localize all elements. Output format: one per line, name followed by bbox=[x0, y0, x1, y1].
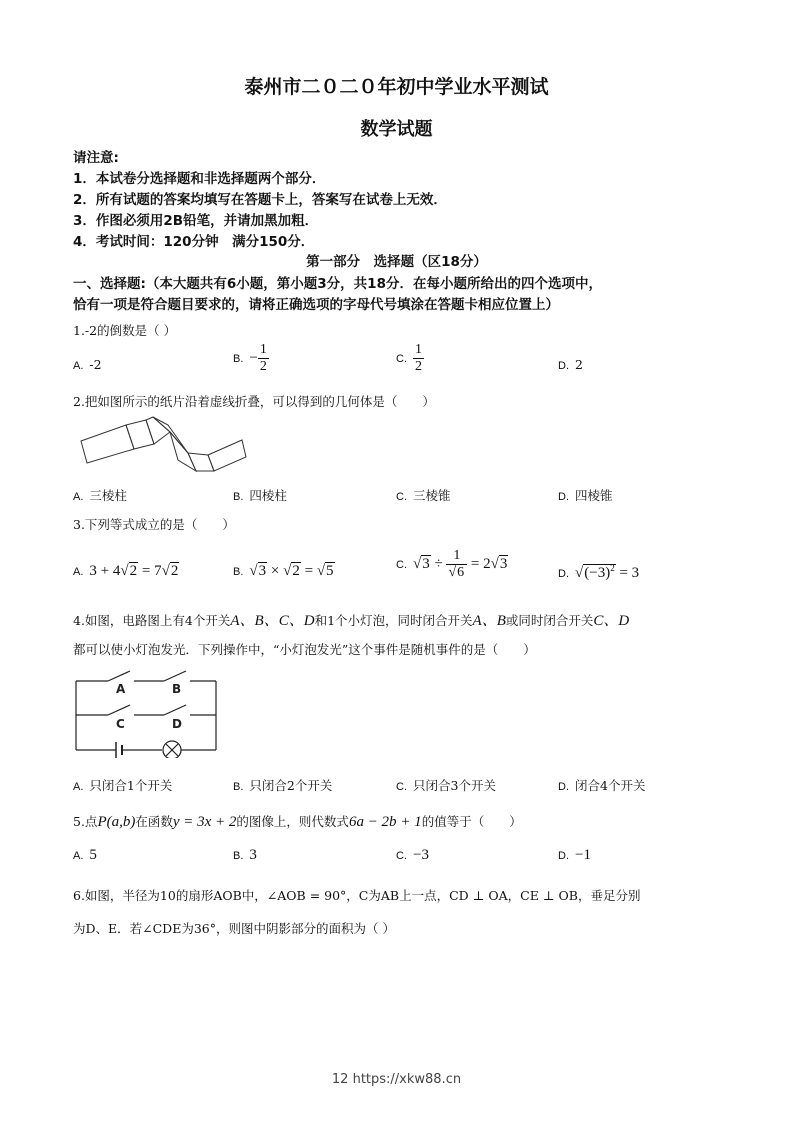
q2-option-b bbox=[233, 486, 287, 504]
radicand-base: (−3) bbox=[584, 565, 611, 581]
option-value: 只闭合2个开关 bbox=[249, 778, 333, 793]
q4-option-a bbox=[73, 776, 172, 794]
text-run: 或同时闭合开关 bbox=[505, 613, 594, 628]
q4-option-d bbox=[558, 776, 645, 794]
option-label: A. bbox=[73, 781, 84, 793]
math-run: C、D bbox=[593, 613, 630, 629]
q4-option-b bbox=[233, 776, 332, 794]
radicand: 2 bbox=[129, 563, 138, 579]
q1-option-b bbox=[233, 342, 269, 375]
option-label: D. bbox=[558, 568, 569, 580]
operator: = 3 bbox=[615, 565, 640, 581]
option-label: B. bbox=[233, 352, 244, 365]
fraction-numerator: 1 bbox=[259, 342, 267, 357]
switch-label-d: D bbox=[172, 717, 182, 731]
radicand: 3 bbox=[499, 556, 508, 572]
question-2-stem: 2.把如图所示的纸片沿着虚线折叠，可以得到的几何体是（ ） bbox=[73, 394, 435, 409]
radicand: 3 bbox=[422, 556, 430, 572]
fraction-denominator: 2 bbox=[259, 359, 267, 374]
option-value: 三棱锥 bbox=[413, 488, 451, 503]
q5-option-c bbox=[396, 847, 429, 864]
math-term: 3 + 4 bbox=[89, 563, 121, 579]
option-value: 闭合4个开关 bbox=[575, 778, 646, 793]
question-6-line1: 6.如图，半径为10的扇形AOB中，∠AOB = 90°，C为AB上一点，CD ⊥ OA，CE ⊥ OB，垂足分别 bbox=[73, 888, 641, 903]
option-value: -2 bbox=[89, 357, 102, 372]
minus-sign: − bbox=[249, 350, 258, 366]
option-value: 四棱锥 bbox=[575, 488, 613, 503]
q3-option-b: B. √3 × √2 = √5 bbox=[233, 563, 334, 579]
q2-option-a bbox=[73, 486, 127, 504]
operator: = 2 bbox=[467, 556, 491, 572]
option-value: −3 bbox=[413, 847, 429, 863]
q1-option-c bbox=[396, 342, 424, 375]
question-1-stem: 1.-2的倒数是（ ） bbox=[73, 323, 177, 338]
q4-option-c bbox=[396, 776, 496, 794]
option-value: 只闭合3个开关 bbox=[413, 778, 496, 793]
fraction-denominator: 2 bbox=[415, 359, 422, 374]
math-run: A、B、C、D bbox=[230, 613, 315, 629]
option-label: D. bbox=[558, 360, 569, 372]
option-label: D. bbox=[558, 781, 569, 793]
math-term: = 7 bbox=[138, 563, 162, 579]
option-label: C. bbox=[396, 850, 407, 862]
circuit-diagram bbox=[72, 668, 222, 758]
radicand: 3 bbox=[258, 563, 267, 579]
notice-item: 3．作图必须用2B铅笔，并请加黑加粗． bbox=[73, 213, 319, 229]
text-run: 的值等于（ ） bbox=[421, 814, 522, 829]
radicand: 2 bbox=[292, 563, 300, 579]
q5-option-b bbox=[233, 847, 257, 864]
math-run: 6a − 2b + 1 bbox=[348, 814, 422, 830]
folding-net-figure bbox=[78, 415, 250, 477]
q2-option-c bbox=[396, 486, 451, 504]
q3-option-c: C. √3 ÷ $\frac{1}{√6}$ = 2√3 bbox=[396, 548, 508, 580]
option-label: B. bbox=[233, 781, 244, 793]
text-run: 5.点 bbox=[73, 814, 98, 829]
option-label: A. bbox=[73, 360, 84, 372]
option-value: 三棱柱 bbox=[89, 488, 127, 503]
notice-heading: 请注意: bbox=[73, 150, 119, 166]
q3-option-d: D. $√(-3)^2 = 3$ bbox=[558, 563, 640, 581]
option-label: C. bbox=[396, 781, 407, 793]
part-title: 第一部分 选择题（区18分） bbox=[306, 254, 487, 270]
notice-item: 2．所有试题的答案均填写在答题卡上，答案写在试卷上无效． bbox=[73, 192, 447, 208]
switch-label-a: A bbox=[116, 682, 126, 696]
question-6-line2: 为D、E．若∠CDE为36°，则图中阴影部分的面积为（ ） bbox=[73, 921, 395, 936]
switch-label-b: B bbox=[172, 682, 182, 696]
option-value: 只闭合1个开关 bbox=[89, 778, 173, 793]
option-label: B. bbox=[233, 850, 244, 862]
radicand bbox=[583, 564, 615, 581]
option-value: 2 bbox=[575, 357, 583, 372]
page-footer: 12 https://xkw88.cn bbox=[331, 1072, 462, 1087]
section-instructions-2: 恰有一项是符合题目要求的，请将正确选项的字母代号填涂在答题卡相应位置上） bbox=[73, 297, 559, 313]
notice-item: 4．考试时间：120分钟 满分150分． bbox=[73, 234, 315, 250]
q5-option-d bbox=[558, 847, 591, 864]
text-run: 和1个小灯泡，同时闭合开关 bbox=[314, 613, 473, 628]
option-label: D. bbox=[558, 850, 569, 862]
q5-option-a bbox=[73, 847, 97, 864]
math-run: P(a,b) bbox=[97, 814, 136, 830]
exam-subtitle: 数学试题 bbox=[360, 119, 433, 140]
option-label: B. bbox=[233, 491, 244, 503]
switch-label-c: C bbox=[116, 717, 125, 731]
option-value: 3 bbox=[249, 847, 257, 863]
operator: × bbox=[267, 563, 284, 579]
exam-title: 泰州市二０二０年初中学业水平测试 bbox=[244, 76, 549, 98]
fraction-denominator: 6 bbox=[457, 565, 465, 580]
exponent: 2 bbox=[610, 563, 615, 573]
fraction-numerator: 1 bbox=[446, 548, 467, 565]
fraction-numerator: 1 bbox=[415, 342, 422, 357]
radicand: 5 bbox=[326, 563, 334, 579]
option-label: C. bbox=[396, 491, 407, 503]
text-run: 在函数 bbox=[135, 814, 173, 829]
notice-item: 1．本试卷分选择题和非选择题两个部分． bbox=[73, 171, 326, 187]
option-label: C. bbox=[396, 558, 407, 571]
option-label: A. bbox=[73, 566, 84, 578]
section-instructions: 一、选择题:（本大题共有6小题，第小题3分，共18分．在每小题所给出的四个选项中， bbox=[73, 276, 602, 292]
option-label: D. bbox=[558, 491, 569, 503]
option-value: −1 bbox=[575, 847, 591, 863]
option-label: A. bbox=[73, 491, 84, 503]
text-run: 4.如图，电路图上有4个开关 bbox=[73, 613, 231, 628]
operator: ÷ bbox=[430, 556, 447, 572]
question-4-line2: 都可以使小灯泡发光．下列操作中，“小灯泡发光”这个事件是随机事件的是（ ） bbox=[73, 642, 536, 657]
option-label: C. bbox=[396, 352, 407, 365]
q1-option-a bbox=[73, 357, 102, 372]
q2-option-d bbox=[558, 486, 613, 504]
q3-option-a: A. 3 + 4√2 = 7√2 bbox=[73, 563, 179, 579]
q1-option-d bbox=[558, 357, 583, 372]
question-3-stem: 3.下列等式成立的是（ ） bbox=[73, 517, 235, 532]
question-5-stem bbox=[73, 812, 522, 831]
question-4-line1 bbox=[73, 609, 629, 630]
math-run: y = 3x + 2 bbox=[172, 814, 237, 830]
option-value: 四棱柱 bbox=[249, 488, 287, 503]
operator: = bbox=[300, 563, 317, 579]
text-run: 的图像上，则代数式 bbox=[236, 814, 349, 829]
radicand: 2 bbox=[170, 563, 179, 579]
option-value: 5 bbox=[89, 847, 97, 863]
option-label: A. bbox=[73, 850, 84, 862]
math-run: A、B bbox=[472, 613, 506, 629]
option-label: B. bbox=[233, 566, 244, 578]
